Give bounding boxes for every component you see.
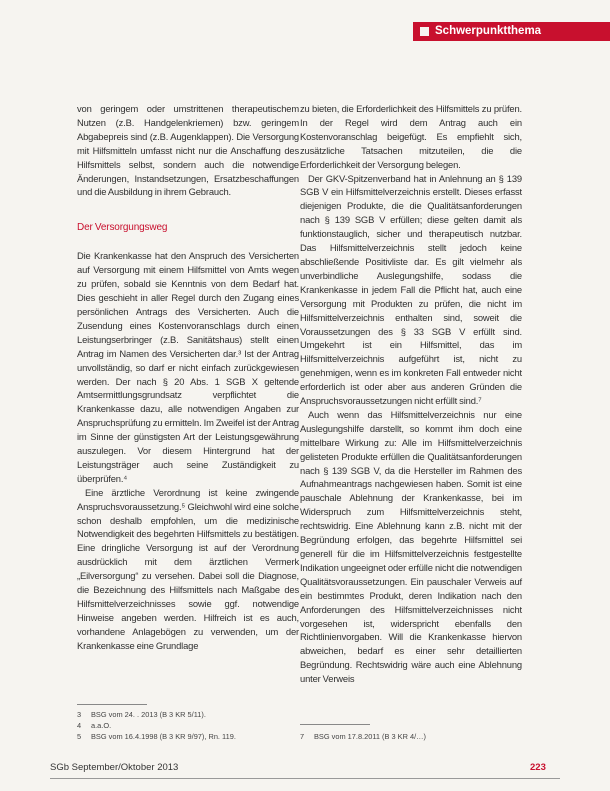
footnote-divider [300, 724, 370, 725]
paragraph: Eine ärztliche Verordnung ist keine zwingende Anspruchsvoraussetzung.⁵ Gleichwohl wird eine solche schon deshalb empfohlen, um die medizinische Notwendigkeit des begehrten Hilfsmittels zu bestätigen. Eine dringliche Versorgung ist auf der Verordnung ausdrücklich mit dem ärztlichen Vermerk „Eilversorgung“ zu versehen. Dabei soll die Diagnose, die Bezeichnung des Hilfsmittels nach Maßgabe des Hilfsmittelverzeichnisses sowie ggf. notwendige Hinweise angeben werden. Hilfreich ist es auch, vorhandene Anlagebögen zu verwenden, um der Krankenkasse eine Grundlage [77, 486, 299, 651]
right-column [300, 102, 522, 686]
footnote: 4 a.a.O. [77, 721, 112, 730]
paragraph: von geringem oder umstrittenen therapeutischem Nutzen (z.B. Handgelenkriemen) bzw. geringem Abgabepreis sind (z.B. Augenklappen). Die Versorgung mit Hilfsmitteln umfasst nicht nur die Anschaffung des Hilfsmittels selbst, sondern auch die notwendige Änderungen, Instandsetzungen, Ersatzbeschaffungen und die Ausbildung in ihrem Gebrauch. [77, 103, 299, 198]
footer-divider [50, 778, 560, 779]
footnote: 7 BSG vom 17.8.2011 (B 3 KR 4/…) [300, 732, 427, 741]
left-column [77, 102, 299, 653]
section-label: Schwerpunktthema [435, 25, 542, 37]
paragraph: Die Krankenkasse hat den Anspruch des Versicherten auf Versorgung mit einem Hilfsmittel von Amts wegen zu prüfen, sobald sie Kenntnis von dem Bedarf hat. Dies geschieht in aller Regel durch den Zugang eines persönlichen Antrags des Versicherten. Auch die Zusendung eines Kostenvoranschlags durch einen Leistungserbringer (z.B. Sanitätshaus) stellt einen Antrag im Namen des Versicherten dar.³ Ist der Antrag unvollständig, so darf er nicht einfach zurückgewiesen werden. Der nach § 20 Abs. 1 SGB X geltende Amtsermittlungsgrundsatz verpflichtet die Krankenkasse dazu, alle notwendigen Angaben zur Anspruchsprüfung zu ermitteln. Im Zweifel ist der Antrag im Sinne der günstigsten Art der Leistungsgewährung auszulegen. Vor diesem Hintergrund hat der Leistungsträger auch seine Zuständigkeit zu überprüfen.⁴ [77, 250, 299, 484]
paragraph: Auch wenn das Hilfsmittelverzeichnis nur eine Auslegungshilfe darstellt, so kommt ihm doch eine mittelbare Wirkung zu: Alle im Hilfsmittelverzeichnis gelisteten Produkte erfüllen die Qualitätsanforderungen nach § 139 SGB V, da die Hersteller im Rahmen des Aufnahmeantrags nachgewiesen haben. Somit ist eine pauschale Ablehnung der Krankenkasse, bei im Widerspruch zum Hilfsmittelverzeichnis steht, rechtswidrig. Eine Ablehnung kann z.B. nicht mit der Begründung erfolgen, das begehrte Hilfsmittel sei generell für die im Hilfsmittelverzeichnis festgestellte Indikation ungeeignet oder erfülle nicht die notwendigen Qualitätsvoraussetzungen. Ein pauschaler Verweis auf ein bestimmtes Produkt, deren Indikation nach den Anforderungen des Hilfsmittelverzeichnisses nicht vorgesehen ist, widerspricht ebenfalls den Richtlinienvorgaben. Will die Krankenkasse hiervon abweichen, bedarf es einer sehr detaillierten Begründung. Rechtswidrig wäre auch eine Ablehnung unter Verweis [300, 408, 522, 685]
section-header-band [413, 22, 610, 41]
page-number: 223 [530, 762, 546, 773]
footer-magazine: SGb September/Oktober 2013 [50, 762, 179, 773]
square-icon [420, 27, 429, 36]
footnote: 3 BSG vom 24. . 2013 (B 3 KR 5/11). [77, 710, 206, 719]
paragraph: zu bieten, die Erforderlichkeit des Hilfsmittels zu prüfen. In der Regel wird dem Antrag auch ein Kostenvoranschlag beigefügt. Es empfiehlt sich, zusätzliche Tatsachen mitzuteilen, die die Erforderlichkeit der Versorgung belegen. [300, 103, 522, 170]
footnote: 5 BSG vom 16.4.1998 (B 3 KR 9/97), Rn. 119. [77, 732, 236, 741]
section-heading: Der Versorgungsweg [77, 222, 168, 234]
footnote-divider [77, 704, 147, 705]
paragraph: Der GKV-Spitzenverband hat in Anlehnung an § 139 SGB V ein Hilfsmittelverzeichnis erstellt. Dieses erfasst diejenigen Produkte, die die Qualitätsanforderungen nach § 139 SGB V erfüllen; diese gelten damit als funktionstauglich, sicher und therapeutisch nutzbar. Das Hilfsmittelverzeichnis stellt jedoch keine abschließende Positivliste dar. Es gilt vielmehr als unverbindliche Auslegungshilfe, sodass die Krankenkasse in jedem Fall die Pflicht hat, auch eine Versorgung mit Produkten zu prüfen, die nicht im Hilfsmittelverzeichnis enthalten sind, soweit die Voraussetzungen des § 33 SGB V erfüllt sind. Umgekehrt ist ein Hilfsmittel, das im Hilfsmittelverzeichnis aufgeführt ist, nicht zu genehmigen, wenn es im konkreten Fall entweder nicht erforderlich ist oder aber aus anderen Gründen die Anspruchsvoraussetzungen nicht erfüllt sind.⁷ [300, 172, 522, 407]
